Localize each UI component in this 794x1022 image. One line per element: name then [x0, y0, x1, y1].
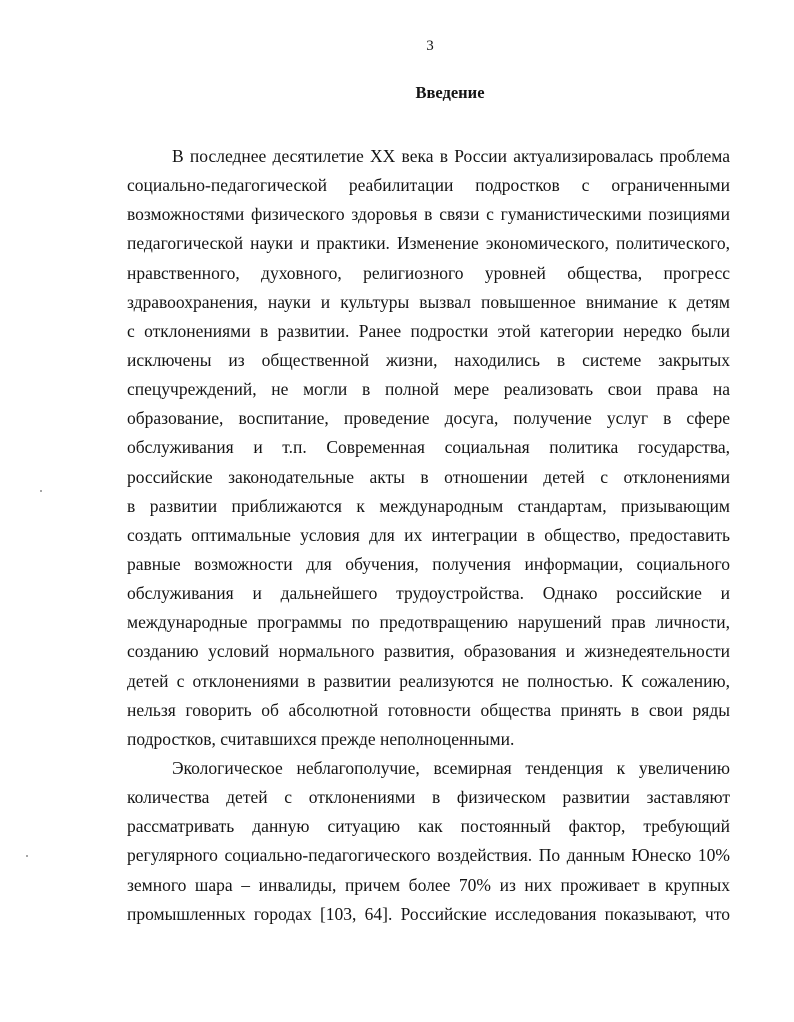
text-line: социально-педагогической реабилитации подростков с ограниченными [127, 175, 730, 196]
page-number: 3 [426, 38, 434, 54]
scan-speck [40, 490, 42, 492]
text-line: промышленных городах [103, 64]. Российские исследования показывают, что [127, 903, 730, 924]
paragraph [127, 754, 730, 929]
text-line: образование, воспитание, проведение досуга, получение услуг в сфере [127, 408, 730, 429]
text-line: обслуживания и дальнейшего трудоустройства. Однако российские и [127, 583, 730, 604]
text-line: российские законодательные акты в отношении детей с отклонениями [127, 466, 730, 487]
text-line: регулярного социально-педагогического воздействия. По данным Юнеско 10% [127, 845, 730, 866]
text-line: с отклонениями в развитии. Ранее подростки этой категории нередко были [127, 320, 730, 341]
text-line: педагогической науки и практики. Изменение экономического, политического, [127, 233, 730, 254]
text-line: нельзя говорить об абсолютной готовности общества принять в свои ряды [127, 699, 730, 720]
text-line: детей с отклонениями в развитии реализуются не полностью. К сожалению, [127, 670, 730, 691]
text-line: здравоохранения, науки и культуры вызвал повышенное внимание к детям [127, 291, 730, 312]
text-line: рассматривать данную ситуацию как постоянный фактор, требующий [127, 816, 730, 837]
section-heading: Введение [415, 83, 485, 102]
paragraph [127, 142, 730, 754]
text-line: в развитии приближаются к международным стандартам, призывающим [127, 495, 730, 516]
text-line: подростков, считавшихся прежде неполноценными. [127, 728, 515, 749]
text-line: количества детей с отклонениями в физическом развитии заставляют [127, 787, 730, 808]
text-line: исключены из общественной жизни, находились в системе закрытых [127, 349, 730, 370]
text-line: В последнее десятилетие XX века в России актуализировалась проблема [172, 146, 730, 166]
scan-speck [26, 855, 28, 857]
text-line: созданию условий нормального развития, образования и жизнедеятельности [127, 641, 730, 662]
text-line: земного шара – инвалиды, причем более 70% из них проживает в крупных [127, 874, 730, 895]
text-line: спецучреждений, не могли в полной мере реализовать свои права на [127, 379, 730, 400]
text-line: Экологическое неблагополучие, всемирная тенденция к увеличению [172, 758, 730, 778]
text-line: нравственного, духовного, религиозного уровней общества, прогресс [127, 262, 730, 283]
text-line: обслуживания и т.п. Современная социальная политика государства, [127, 437, 730, 458]
text-line: создать оптимальные условия для их интеграции в общество, предоставить [127, 524, 730, 545]
text-line: международные программы по предотвращению нарушений прав личности, [127, 612, 730, 633]
text-line: возможностями физического здоровья в связи с гуманистическими позициями [127, 204, 730, 225]
text-line: равные возможности для обучения, получения информации, социального [127, 553, 730, 574]
